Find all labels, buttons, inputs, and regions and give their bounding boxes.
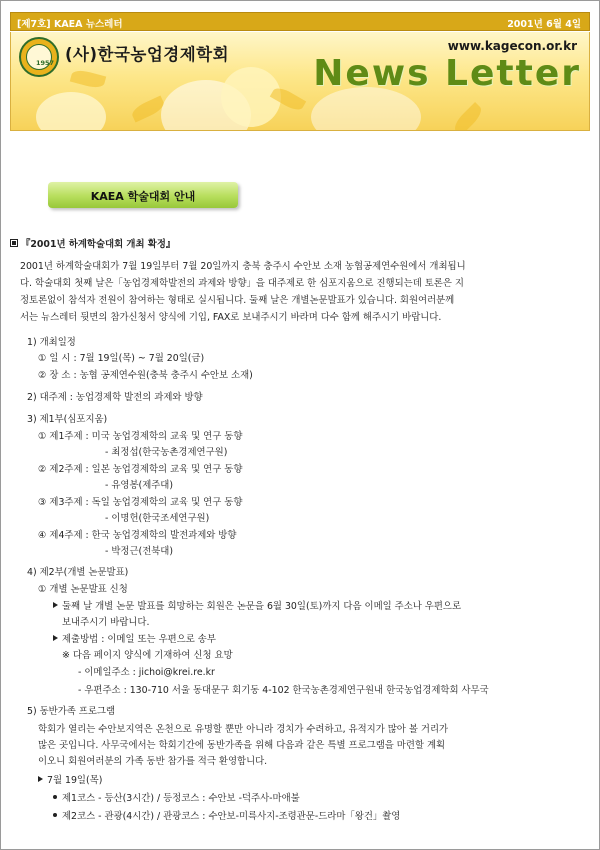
- newsletter-banner: [10, 32, 590, 131]
- section-badge: [48, 182, 238, 208]
- dot-bullet-icon: [53, 795, 57, 799]
- schedule-venue: ② 장 소 : 농협 공제연수원(충북 충주시 수안보 소재): [38, 370, 253, 381]
- family-program-day: [38, 772, 102, 786]
- family-program-line-2: 많은 곳입니다. 사무국에서는 학회기간에 동반가족을 위해 다음과 같은 특별 프로그램을 마련할 계획: [38, 740, 446, 751]
- paper-application: ① 개별 논문발표 신청: [38, 584, 128, 595]
- newsletter-title: News Letter: [313, 53, 581, 94]
- family-program-line-3: 이오니 회원여러분의 가족 동반 참가를 적극 환영합니다.: [38, 756, 268, 767]
- family-program-line-1: 학회가 열리는 수안보지역은 온천으로 유명할 뿐만 아니라 경치가 수려하고, 유적지가 많아 볼 거리가: [38, 724, 449, 735]
- intro-line-2: 다. 학술대회 첫째 날은「농업경제학발전의 과제와 방향」을 대주제로 한 심포지움으로 진행되는데 토론은 지: [20, 278, 464, 289]
- triangle-bullet-icon: [38, 776, 43, 782]
- intro-line-4: 서는 뉴스레터 뒷면의 참가신청서 양식에 기입, FAX로 보내주시기 바라며 다수 함께 해주시기 바랍니다.: [20, 312, 442, 323]
- topic-1: ① 제1주제 : 미국 농업경제학의 교육 및 연구 동향: [38, 431, 243, 442]
- intro-line-1: 2001년 하계학술대회가 7월 19일부터 7월 20일까지 충북 충주시 수안보 소재 농협공제연수원에서 개최됩니: [20, 261, 466, 272]
- society-seal-logo: [19, 37, 59, 77]
- topic-3-presenter: - 이명헌(한국조세연구원): [105, 513, 210, 524]
- banner-leaf-decoration: [451, 102, 485, 131]
- section-badge-label: KAEA 학술대회 안내: [90, 190, 196, 203]
- article-headline: [10, 236, 175, 250]
- schedule-date: ① 일 시 : 7월 19일(목) ~ 7월 20일(금): [38, 353, 205, 364]
- submission-method-text: 제출방법 : 이메일 또는 우편으로 송부: [62, 634, 216, 645]
- intro-line-3: 정토론없이 참석자 전원이 참여하는 형태로 실시됩니다. 둘째 날은 개별논문발표가 있습니다. 회원여러분께: [20, 295, 455, 306]
- form-note: ※ 다음 페이지 양식에 기재하여 신청 요망: [62, 650, 233, 661]
- topic-4-presenter: - 박정근(전북대): [105, 546, 174, 557]
- org-name: (사)한국농업경제학회: [65, 45, 230, 64]
- course-2-text: 제2코스 - 관광(4시간) / 관광코스 : 수안보-미륵사지-조령관문-드라마「왕건」촬영: [62, 811, 401, 822]
- website-url[interactable]: www.kagecon.or.kr: [447, 39, 577, 53]
- course-1: [53, 790, 300, 804]
- postal-address: - 우편주소 : 130-710 서울 동대문구 회기동 4-102 한국농촌경제연구원내 한국농업경제학회 사무국: [78, 685, 489, 696]
- family-program-heading: 5) 동반가족 프로그램: [27, 706, 116, 717]
- seal-inner-circle: [26, 44, 55, 70]
- schedule-heading: 1) 개최일정: [27, 337, 76, 348]
- submission-method-item: [53, 631, 216, 645]
- seal-year: 1957: [35, 59, 55, 67]
- issue-date: 2001년 6월 4일: [507, 19, 581, 30]
- paper-deadline-item: [53, 598, 461, 612]
- paper-deadline-text: 둘째 날 개별 논문 발표를 희망하는 회원은 논문을 6월 30일(토)까지 다음 이메일 주소나 우편으로: [62, 601, 462, 612]
- topic-2-presenter: - 유영봉(제주대): [105, 480, 174, 491]
- triangle-bullet-icon: [53, 602, 58, 608]
- topic-2: ② 제2주제 : 일본 농업경제학의 교육 및 연구 동향: [38, 464, 243, 475]
- issue-number: [제7호] KAEA 뉴스레터: [17, 19, 123, 30]
- triangle-bullet-icon: [53, 635, 58, 641]
- top-bar: [10, 12, 590, 31]
- email-address[interactable]: - 이메일주소 : jichoi@krei.re.kr: [78, 667, 215, 678]
- banner-flower-decoration: [36, 92, 106, 131]
- topic-1-presenter: - 최정섭(한국농촌경제연구원): [105, 447, 228, 458]
- session2-heading: 4) 제2부(개별 논문발표): [27, 567, 129, 578]
- course-2: [53, 808, 400, 822]
- session1-heading: 3) 제1부(심포지움): [27, 414, 108, 425]
- banner-leaf-decoration: [70, 68, 106, 90]
- family-program-day-text: 7월 19일(목): [47, 775, 103, 786]
- square-bullet-icon: [10, 239, 18, 247]
- course-1-text: 제1코스 - 등산(3시간) / 등정코스 : 수안보 -덕주사-마애불: [62, 793, 300, 804]
- topic-4: ④ 제4주제 : 한국 농업경제학의 발전과제와 방향: [38, 530, 237, 541]
- dot-bullet-icon: [53, 813, 57, 817]
- topic-3: ③ 제3주제 : 독일 농업경제학의 교육 및 연구 동향: [38, 497, 243, 508]
- headline-text: 『2001년 하계학술대회 개최 확정』: [21, 239, 176, 250]
- paper-deadline-text-cont: 보내주시기 바랍니다.: [62, 617, 150, 628]
- main-theme: 2) 대주제 : 농업경제학 발전의 과제와 방향: [27, 392, 203, 403]
